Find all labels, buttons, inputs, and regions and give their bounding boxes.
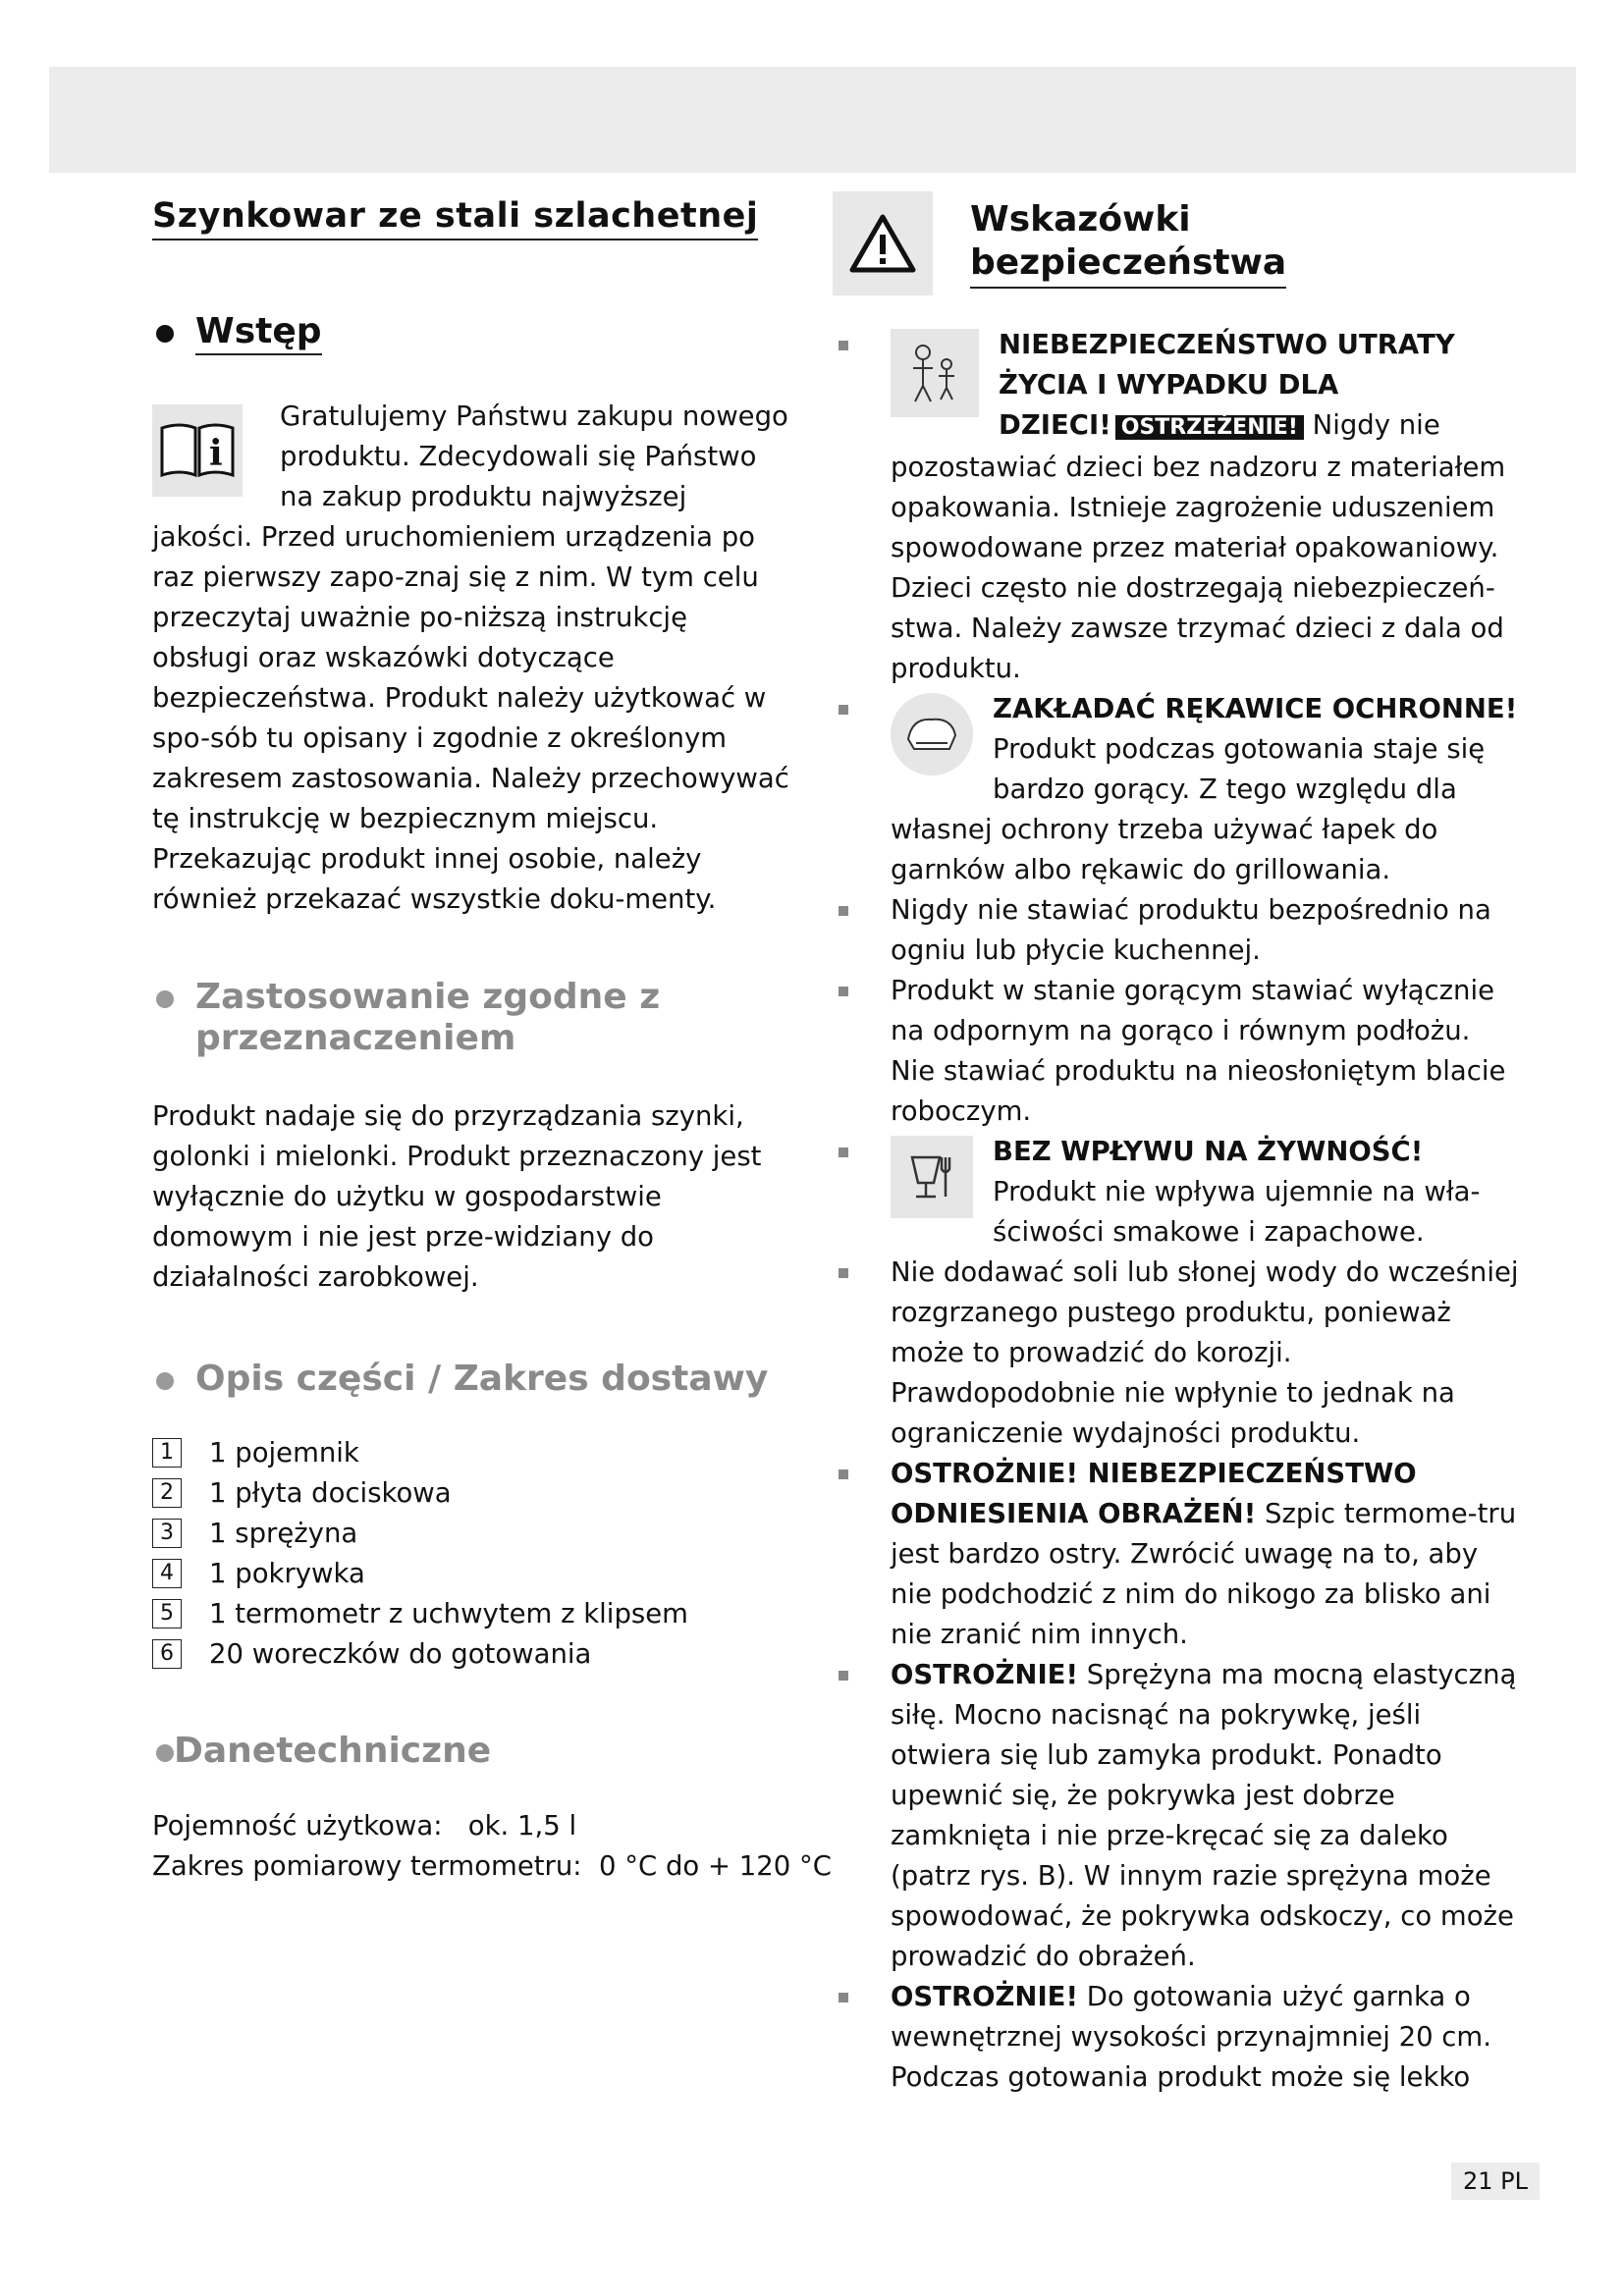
document-title: Szynkowar ze stali szlachetnej	[152, 196, 758, 240]
header-bar	[49, 67, 1576, 173]
list-item: 1 1 pojemnik	[152, 1432, 790, 1472]
left-column	[152, 196, 832, 1887]
tech-capacity: Pojemność użytkowa: ok. 1,5 l	[152, 1810, 577, 1842]
list-item: 4 1 pokrywka	[152, 1553, 790, 1593]
page-number: 21 PL	[1451, 2163, 1540, 2200]
tech-data	[152, 1806, 832, 1887]
square-bullet-icon	[839, 1469, 848, 1479]
glove-icon	[891, 693, 973, 775]
food-safe-icon	[891, 1136, 973, 1218]
tech-heading: Danetechniczne	[152, 1731, 790, 1771]
safety-title-1: Wskazówki	[970, 199, 1191, 240]
square-bullet-icon	[839, 1993, 848, 2002]
list-item: OSTROŻNIE! Do gotowania użyć garnka o wewnętrznej wysokości przynajmniej 20 cm. Podczas gotowania produkt może się lekko	[833, 1977, 1520, 2098]
safety-title-2: bezpieczeństwa	[970, 241, 1286, 289]
child-icon	[891, 329, 979, 417]
list-item: ZAKŁADAĆ RĘKAWICE OCHRONNE! Produkt podczas gotowania staje się bardzo gorący. Z tego względu dla własnej ochrony trzeba używać łapek do garnków albo rękawic do grillowania.	[833, 689, 1520, 890]
list-item: 5 1 termometr z uchwytem z klipsem	[152, 1593, 790, 1633]
square-bullet-icon	[839, 1671, 848, 1681]
intro-block	[152, 397, 790, 920]
list-item: Nie dodawać soli lub słonej wody do wcześniej rozgrzanego pustego produktu, ponieważ może to prowadzić do korozji. Prawdopodobnie nie wpłynie to jednak na ograniczenie wydajności produktu.	[833, 1253, 1520, 1454]
warning-badge: OSTRZEŻENIE!	[1115, 415, 1304, 440]
square-bullet-icon	[839, 987, 848, 996]
tech-range: Zakres pomiarowy termometru: 0 °C do + 120 °C	[152, 1850, 832, 1882]
warning-triangle-icon	[833, 191, 933, 295]
book-info-icon	[152, 404, 243, 497]
square-bullet-icon	[839, 1148, 848, 1157]
bullet-icon	[156, 1372, 174, 1390]
list-item: Nigdy nie stawiać produktu bezpośrednio na ogniu lub płycie kuchennej.	[833, 890, 1520, 971]
use-text: Produkt nadaje się do przyrządzania szynki, golonki i mielonki. Produkt przeznaczony jest wyłącznie do użytku w gospodarstwie domowym i nie jest prze-widziany do działalności zarobkowej.	[152, 1100, 762, 1293]
square-bullet-icon	[839, 341, 848, 350]
list-item: OSTROŻNIE! NIEBEZPIECZEŃSTWO ODNIESIENIA OBRAŻEŃ! Szpic termome-tru jest bardzo ostry. Zwrócić uwagę na to, aby nie podchodzić z nim do nikogo za blisko ani nie zranić nim innych.	[833, 1454, 1520, 1655]
list-item: BEZ WPŁYWU NA ŻYWNOŚĆ! Produkt nie wpływa ujemnie na wła-ściwości smakowe i zapachowe.	[833, 1132, 1520, 1253]
parts-list	[152, 1432, 790, 1674]
svg-text:i: i	[209, 433, 223, 474]
bullet-icon	[156, 325, 174, 343]
intro-heading: Wstęp	[152, 311, 790, 355]
list-item: NIEBEZPIECZEŃSTWO UTRATY ŻYCIA I WYPADKU DLA DZIECI! OSTRZEŻENIE! Nigdy nie pozostawiać dzieci bez nadzoru z materiałem opakowania. Istnieje zagrożenie uduszeniem spowodowane przez materiał opakowaniowy. Dzieci często nie dostrzegają niebezpieczeń-stwa. Należy zawsze trzymać dzieci z dala od produktu.	[833, 325, 1520, 689]
right-column	[833, 191, 1520, 2098]
square-bullet-icon	[839, 1268, 848, 1278]
list-item: 6 20 woreczków do gotowania	[152, 1633, 790, 1674]
square-bullet-icon	[839, 705, 848, 715]
list-item: 2 1 płyta dociskowa	[152, 1472, 790, 1513]
bullet-icon	[156, 1744, 174, 1762]
intro-text: Gratulujemy Państwu zakupu nowego produktu. Zdecydowali się Państwo na zakup produktu najwyższej jakości. Przed uruchomieniem urządzenia po raz pierwszy zapo-znaj się z nim. W tym celu przeczytaj uważnie po-niższą instrukcję obsługi oraz wskazówki dotyczące bezpieczeństwa. Produkt należy użytkować w spo-sób tu opisany i zgodnie z określonym zakresem zastosowania. Należy przechowywać tę instrukcję w bezpiecznym miejscu. Przekazując produkt innej osobie, należy również przekazać wszystkie doku-menty.	[152, 400, 789, 915]
square-bullet-icon	[839, 906, 848, 916]
list-item: Produkt w stanie gorącym stawiać wyłącznie na odpornym na gorąco i równym podłożu. Nie stawiać produktu na nieosłoniętym blacie roboczym.	[833, 971, 1520, 1132]
parts-heading: Opis części / Zakres dostawy	[152, 1359, 790, 1399]
bullet-icon	[156, 990, 174, 1008]
safety-heading	[833, 191, 1520, 295]
use-heading: Zastosowanie zgodne z przeznaczeniem	[152, 977, 790, 1059]
list-item: 3 1 sprężyna	[152, 1513, 790, 1553]
section-intro	[152, 311, 790, 920]
list-item: OSTROŻNIE! Sprężyna ma mocną elastyczną siłę. Mocno nacisnąć na pokrywkę, jeśli otwiera się lub zamyka produkt. Ponadto upewnić się, że pokrywka jest dobrze zamknięta i nie prze-kręcać się za daleko (patrz rys. B). W innym razie sprężyna może spowodować, że pokrywka odskoczy, co może prowadzić do obrażeń.	[833, 1655, 1520, 1977]
section-use	[152, 977, 790, 1298]
section-tech	[152, 1731, 832, 1887]
safety-list	[833, 325, 1520, 2098]
section-parts	[152, 1359, 790, 1674]
